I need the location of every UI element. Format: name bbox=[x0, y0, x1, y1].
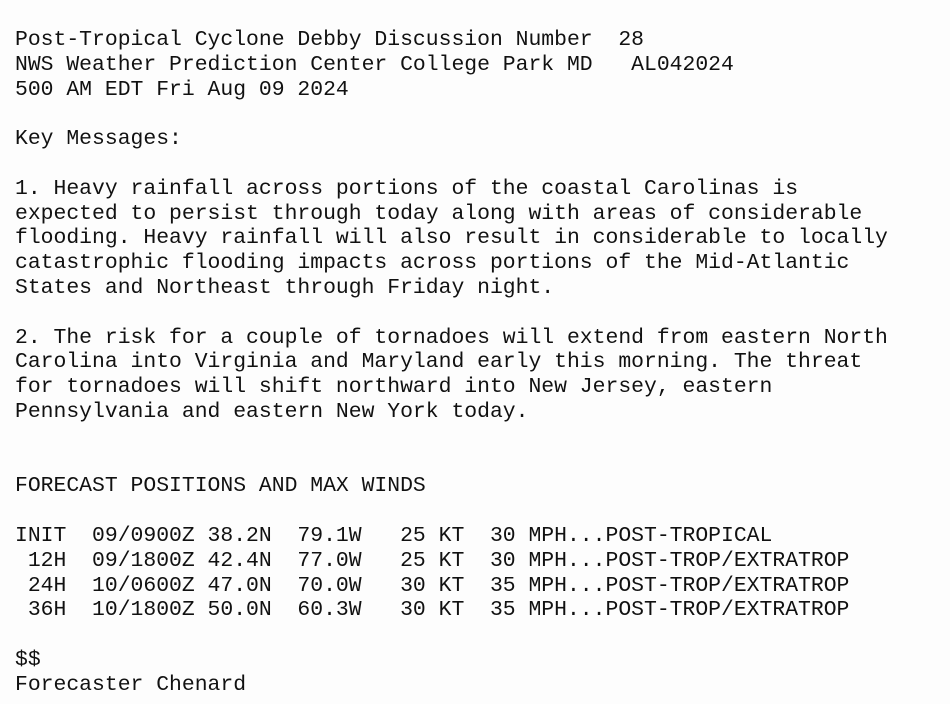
issuing-office: NWS Weather Prediction Center College Park MD AL042024 bbox=[15, 52, 734, 77]
discussion-title: Post-Tropical Cyclone Debby Discussion Number 28 bbox=[15, 28, 644, 52]
message-line: catastrophic flooding impacts across portions of the Mid-Atlantic bbox=[15, 251, 850, 276]
forecaster-signature: Forecaster Chenard bbox=[15, 672, 247, 697]
message-line: States and Northeast through Friday night. bbox=[15, 275, 555, 300]
message-line: expected to persist through today along with areas of considerable bbox=[15, 201, 863, 226]
message-line: for tornadoes will shift northward into New Jersey, eastern bbox=[15, 375, 773, 400]
end-marker: $$ bbox=[15, 647, 41, 672]
spacer bbox=[15, 499, 950, 524]
spacer bbox=[15, 152, 950, 177]
forecast-row: INIT 09/0900Z 38.2N 79.1W 25 KT 30 MPH...POST-TROPICAL bbox=[15, 523, 773, 548]
forecast-row: 24H 10/0600Z 47.0N 70.0W 30 KT 35 MPH...POST-TROP/EXTRATROP bbox=[15, 573, 850, 598]
forecast-table bbox=[15, 524, 950, 623]
message-line: Carolina into Virginia and Maryland early this morning. The threat bbox=[15, 350, 863, 375]
message-line: flooding. Heavy rainfall will also result in considerable to locally bbox=[15, 226, 888, 251]
key-message-1 bbox=[15, 177, 950, 301]
spacer bbox=[15, 623, 950, 648]
issue-time: 500 AM EDT Fri Aug 09 2024 bbox=[15, 77, 349, 102]
message-line: 1. Heavy rainfall across portions of the coastal Carolinas is bbox=[15, 176, 799, 201]
forecast-row: 36H 10/1800Z 50.0N 60.3W 30 KT 35 MPH...POST-TROP/EXTRATROP bbox=[15, 598, 850, 623]
forecast-row: 12H 09/1800Z 42.4N 77.0W 25 KT 30 MPH...POST-TROP/EXTRATROP bbox=[15, 548, 850, 573]
header-block bbox=[15, 28, 950, 102]
message-line: Pennsylvania and eastern New York today. bbox=[15, 399, 529, 424]
spacer bbox=[15, 301, 950, 326]
spacer bbox=[15, 450, 950, 475]
forecast-heading: FORECAST POSITIONS AND MAX WINDS bbox=[15, 474, 426, 499]
spacer bbox=[15, 102, 950, 127]
key-messages-heading: Key Messages: bbox=[15, 127, 182, 152]
key-message-2 bbox=[15, 326, 950, 425]
spacer bbox=[15, 425, 950, 450]
message-line: 2. The risk for a couple of tornadoes will extend from eastern North bbox=[15, 325, 888, 350]
